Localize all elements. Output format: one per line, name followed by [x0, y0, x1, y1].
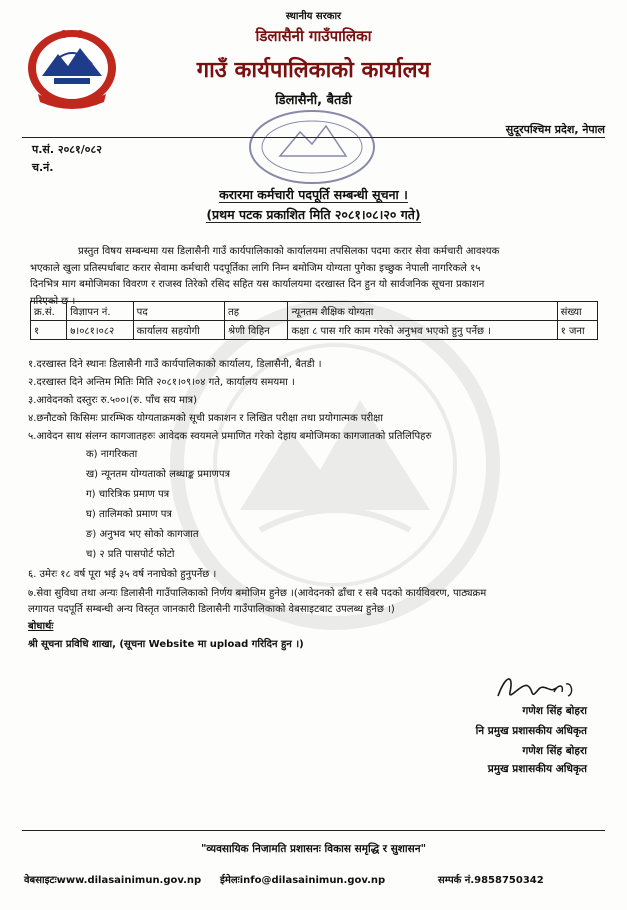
signatory-designation: नि प्रमुख प्रशासकीय अधिकृत — [475, 725, 587, 737]
notice-subtitle: (प्रथम पटक प्रकाशित मिति २०८१।०८।२० गते) — [206, 207, 421, 222]
local-government-label: स्थानीय सरकार — [285, 11, 342, 22]
office-stamp — [246, 106, 378, 188]
col-ad-no: विज्ञापन नं. — [67, 302, 133, 321]
cc-label: बोधार्थः — [28, 621, 54, 632]
footer-website: वेबसाइटःwww.dilasainimun.gov.np — [24, 875, 202, 886]
document-item: ख) न्यूनतम योग्यताको लब्धाङ्क प्रमाणपत्र — [86, 469, 231, 480]
notice-paragraph: प्रस्तुत विषय सम्बन्धमा यस डिलासैनी गाउँ कार्यपालिकाको कार्यालयमा तपसिलका पदमा करार सेवा कर्मचारी आवश्यक भएकाले खुला प्रतिस्पर्धाबाट करार सेवामा कर्मचारी पदपूर्तिका लागि निम्न बमोजिम योग्यता पुगेका इच्छुक नेपाली नागरिकले १५ दिनभित्र माग बमोजिमका विवरण र राजस्व तिरेको रसिद सहित यस कार्यालयमा दरखास्त दिन हुन यो सार्वजनिक सूचना प्रकाशन गरिएको छ । — [30, 246, 500, 307]
stamp-designation: प्रमुख प्रशासकीय अधिकृत — [487, 763, 587, 775]
table-header-row — [31, 302, 598, 321]
detail-item: १.दरखास्त दिने स्थानः डिलासैनी गाउँ कार्यपालिकाको कार्यालय, डिलासैनी, बैतडी । — [28, 359, 322, 370]
detail-item: ४.छनौटको किसिमः प्रारम्भिक योग्यताक्रमको सूची प्रकाशन र लिखित परीक्षा तथा प्रयोगात्मक परीक्षा — [28, 413, 383, 424]
document-item: ङ) अनुभव भए सोको कागजात — [86, 529, 199, 540]
footer-contact: सम्पर्क नं.9858750342 — [438, 875, 544, 886]
cc-recipient: श्री सूचना प्रविधि शाखा, (सूचना Website मा upload गरिदिन हुन ।) — [28, 639, 304, 650]
office-address: डिलासैनी, बैतडी — [275, 93, 352, 108]
footer-motto: "व्यवसायिक निजामति प्रशासनः विकास समृद्धि र सुशासन" — [200, 843, 427, 855]
reference-number: प.सं. २०८१/०८२ — [32, 143, 102, 156]
watermark-seal — [170, 300, 500, 630]
handwritten-signature — [492, 672, 580, 706]
service-benefits: ७.सेवा सुविधा तथा अन्यः डिलासैनी गाउँपालिकाको निर्णय बमोजिम हुनेछ ।(आवेदनको ढाँचा र सबै पदको कार्यविवरण, पाठ्यक्रम — [28, 588, 487, 599]
office-name: गाउँ कार्यपालिकाको कार्यालय — [196, 58, 431, 83]
chalani-number: च.नं. — [32, 161, 54, 174]
detail-item: ५.आवेदन साथ संलग्न कागजातहरुः आवेदक स्वयमले प्रमाणित गरेको देहाय बमोजिमका कागजातको प्रतिलिपिहरु — [28, 431, 432, 442]
service-benefits-cont: लगायत पदपूर्ति सम्बन्धी अन्य विस्तृत जानकारी डिलासैनी गाउँपालिकाको वेबसाइटबाट उपलब्ध हुनेछ ।) — [28, 604, 395, 615]
document-item: घ) तालिमको प्रमाण पत्र — [86, 509, 172, 520]
col-post: पद — [133, 302, 224, 321]
detail-item: २.दरखास्त दिने अन्तिम मितिः मिति २०८१।०९।०४ गते, कार्यालय समयमा । — [28, 377, 295, 388]
col-count: संख्या — [557, 302, 597, 321]
age-requirement: ६. उमेरः १८ वर्ष पूरा भई ३५ वर्ष ननाघेको हुनुपर्नेछ । — [28, 569, 217, 580]
footer-email: ईमेलःinfo@dilasainimun.gov.np — [220, 875, 386, 886]
stamp-name: गणेश सिंह बोहरा — [522, 745, 587, 757]
signatory-name: गणेश सिंह बोहरा — [522, 705, 587, 717]
notice-title: करारमा कर्मचारी पदपूर्ति सम्बन्धी सूचना । — [219, 187, 408, 202]
province-label: सुदूरपश्चिम प्रदेश, नेपाल — [505, 123, 605, 136]
table-row: १ ७।०८१।०८२ कार्यालय सहयोगी श्रेणी विहिन कक्षा ८ पास गरि काम गरेको अनुभव भएको हुनु पर्नेछ । १ जना — [31, 321, 598, 340]
col-qualification: न्यूनतम शैक्षिक योग्यता — [288, 302, 557, 321]
footer-divider — [22, 830, 605, 831]
col-serial: क्र.सं. — [31, 302, 67, 321]
vacancy-table — [30, 301, 598, 340]
document-item: ग) चारित्रिक प्रमाण पत्र — [86, 489, 170, 500]
document-item: क) नागरिकता — [86, 449, 138, 460]
municipality-name: डिलासैनी गाउँपालिका — [255, 27, 372, 45]
detail-item: ३.आवेदनको दस्तुरः रु.५००।(रु. पाँच सय मात्र) — [28, 395, 197, 406]
document-item: च) २ प्रति पासपोर्ट फोटो — [86, 549, 175, 560]
col-level: तह — [225, 302, 288, 321]
